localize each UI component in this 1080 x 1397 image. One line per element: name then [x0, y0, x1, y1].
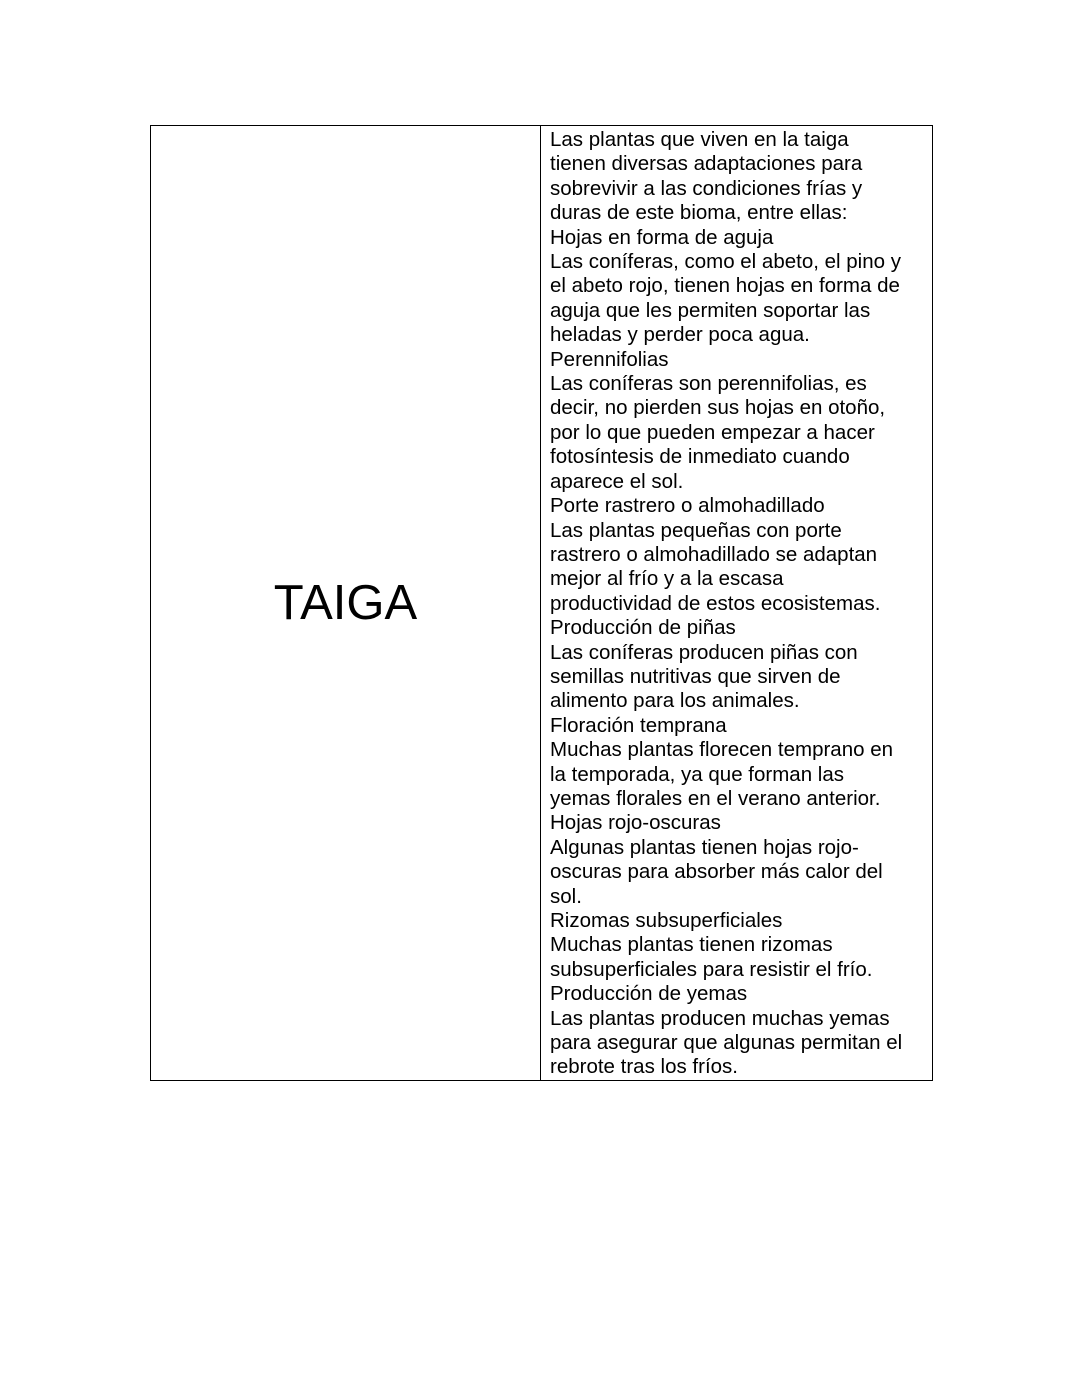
description-line: duras de este bioma, entre ellas: — [550, 201, 848, 225]
description-line: tienen diversas adaptaciones para — [550, 152, 863, 176]
description-line: Floración temprana — [550, 713, 727, 737]
description-line: Las coníferas producen piñas con — [550, 640, 858, 664]
description-line: Las coníferas son perennifolias, es — [550, 372, 867, 396]
biome-name: TAIGA — [273, 575, 418, 630]
description-text — [541, 126, 932, 1080]
table-row — [151, 126, 933, 1081]
description-cell — [541, 126, 933, 1081]
description-line: heladas y perder poca agua. — [550, 323, 810, 347]
description-line: rastrero o almohadillado se adaptan — [550, 542, 878, 566]
description-line: Hojas en forma de aguja — [550, 225, 774, 249]
description-line: para asegurar que algunas permitan el — [550, 1031, 903, 1055]
description-line: subsuperficiales para resistir el frío. — [550, 957, 873, 981]
description-line: Hojas rojo-oscuras — [550, 811, 721, 835]
description-line: Las plantas que viven en la taiga — [550, 128, 849, 151]
description-line: rebrote tras los fríos. — [550, 1055, 738, 1079]
description-line: alimento para los animales. — [550, 689, 800, 713]
description-line: Las coníferas, como el abeto, el pino y — [550, 250, 901, 274]
description-line: Producción de yemas — [550, 982, 748, 1006]
description-line: oscuras para absorber más calor del — [550, 860, 883, 884]
description-line: Perennifolias — [550, 347, 669, 371]
description-line: semillas nutritivas que sirven de — [550, 664, 841, 688]
description-line: Algunas plantas tienen hojas rojo- — [550, 835, 859, 859]
description-line: sobrevivir a las condiciones frías y — [550, 176, 863, 200]
description-line: sol. — [550, 884, 582, 908]
description-line: Muchas plantas florecen temprano en — [550, 738, 894, 762]
description-line: Muchas plantas tienen rizomas — [550, 933, 833, 957]
description-line: la temporada, ya que forman las — [550, 762, 844, 786]
description-line: Rizomas subsuperficiales — [550, 909, 783, 932]
description-line: Producción de piñas — [550, 616, 736, 640]
description-line: decir, no pierden sus hojas en otoño, — [550, 396, 886, 420]
description-line: productividad de estos ecosistemas. — [550, 591, 881, 615]
description-line: aguja que les permiten soportar las — [550, 298, 871, 322]
description-line: por lo que pueden empezar a hacer — [550, 420, 875, 444]
description-line: yemas florales en el verano anterior. — [550, 786, 881, 810]
description-line: mejor al frío y a la escasa — [550, 567, 784, 591]
description-line: Porte rastrero o almohadillado — [550, 494, 825, 518]
description-line: el abeto rojo, tienen hojas en forma de — [550, 274, 900, 298]
biome-table — [150, 125, 933, 1081]
biome-name-cell — [151, 126, 541, 1081]
description-line: Las plantas producen muchas yemas — [550, 1006, 890, 1030]
description-line: Las plantas pequeñas con porte — [550, 518, 842, 542]
description-line: aparece el sol. — [550, 469, 684, 493]
description-line: fotosíntesis de inmediato cuando — [550, 445, 850, 469]
